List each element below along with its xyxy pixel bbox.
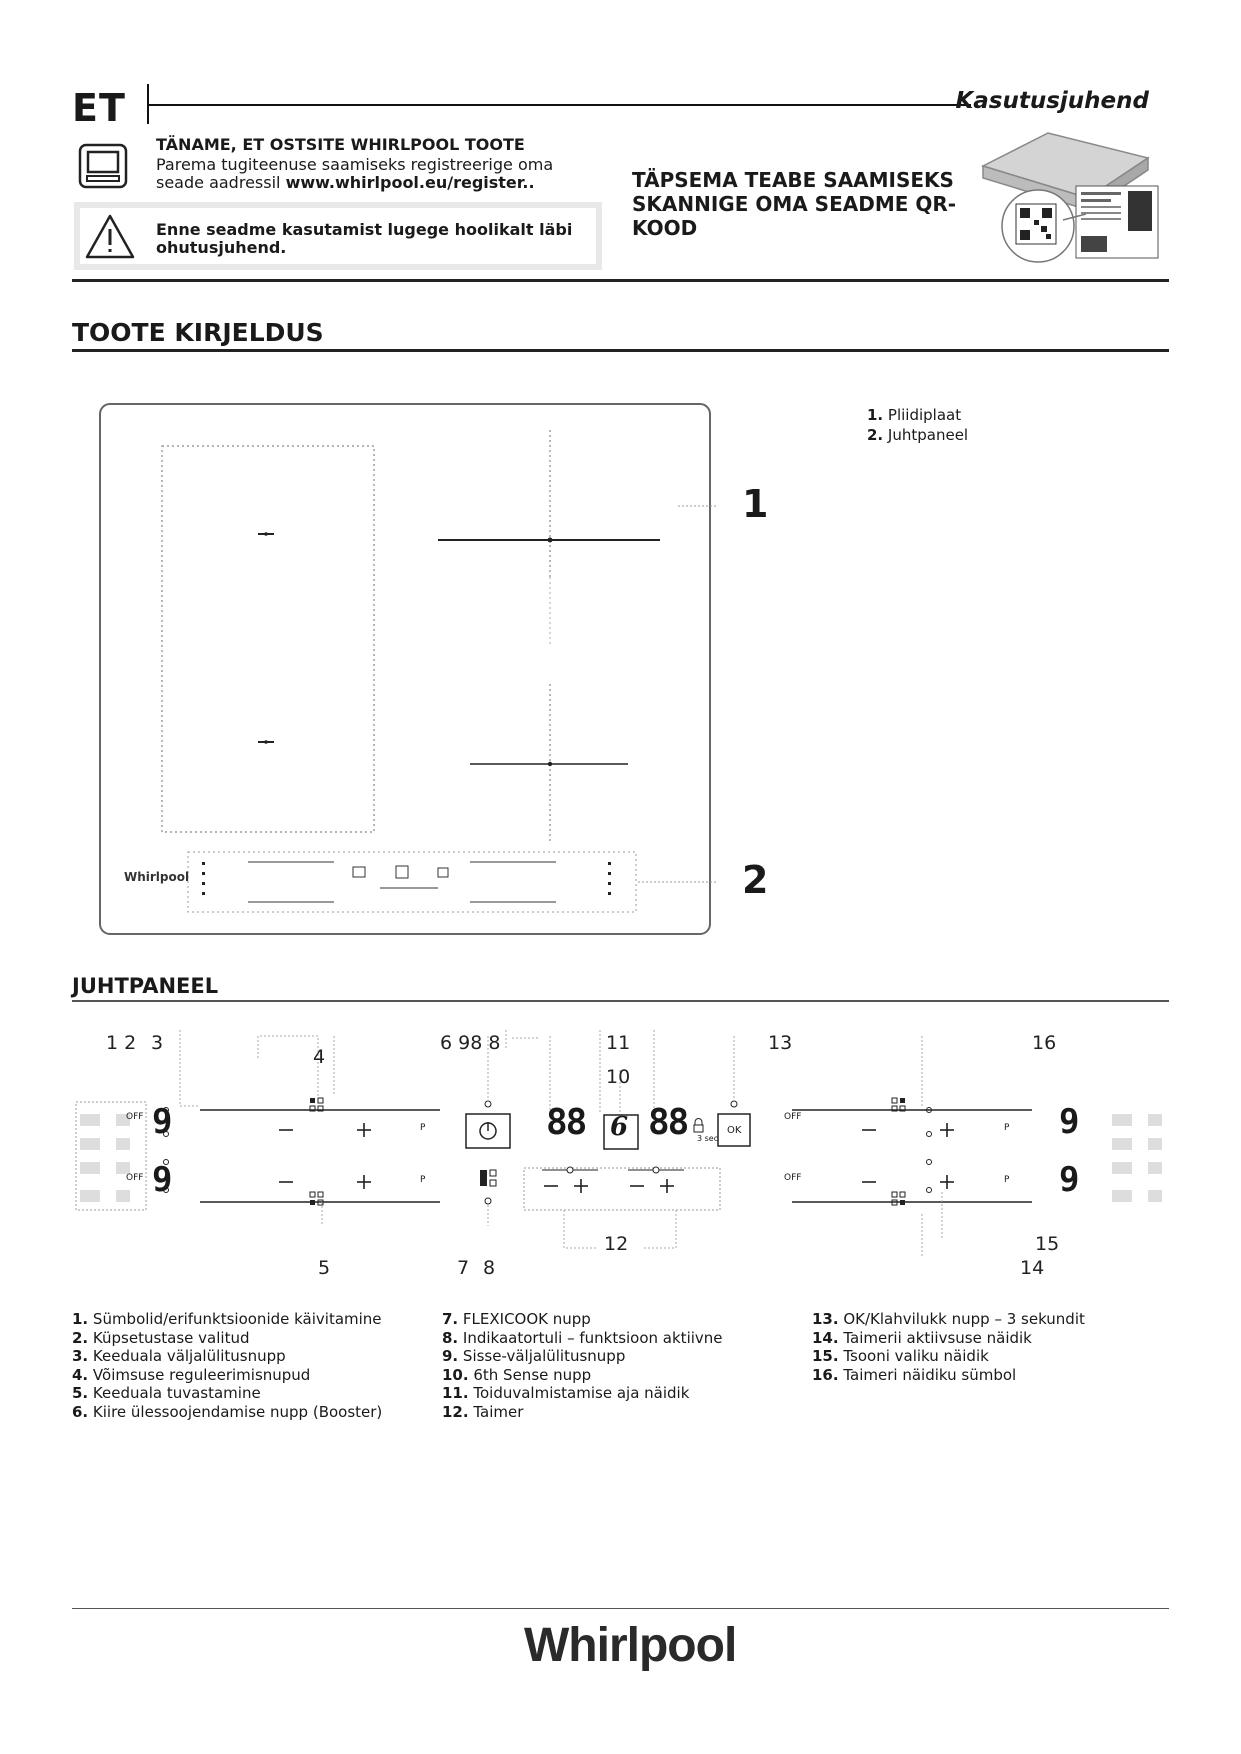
footer-rule xyxy=(72,1608,1169,1609)
document-type: Kasutusjuhend xyxy=(955,88,1149,114)
callout-5: 5 xyxy=(318,1257,331,1279)
sense-button-label: 6 xyxy=(610,1112,629,1142)
legend-item: 12. Taimer xyxy=(442,1402,524,1421)
callout-16: 16 xyxy=(1032,1032,1057,1054)
footer-brand-logo: Whirlpool xyxy=(524,1619,737,1672)
callout-12: 12 xyxy=(604,1233,629,1255)
callout-1-2: 1 2 xyxy=(106,1032,137,1054)
time-display: 88 xyxy=(546,1102,586,1143)
warning-text: Enne seadme kasutamist lugege hoolikalt läbi ohutusjuhend. xyxy=(156,220,573,257)
callout-14: 14 xyxy=(1020,1257,1045,1279)
legend-item: 7. FLEXICOOK nupp xyxy=(442,1310,591,1328)
legend-item: 13. OK/Klahvilukk nupp – 3 sekundit xyxy=(812,1310,1085,1328)
legend-item: 3. Keeduala väljalülitusnupp xyxy=(72,1347,286,1365)
product-legend xyxy=(867,405,968,445)
callout-10: 10 xyxy=(606,1066,631,1088)
legend-item: 15. Tsooni valiku näidik xyxy=(812,1347,989,1365)
legend-item: 11. Toiduvalmistamise aja näidik xyxy=(442,1384,690,1402)
legend-item: 10. 6th Sense nupp xyxy=(442,1365,592,1384)
language-code: ET xyxy=(72,86,126,130)
legend-column-1 xyxy=(72,1310,382,1421)
off-label: OFF xyxy=(784,1173,802,1183)
zone-display: 9 xyxy=(152,1160,173,1200)
off-label: OFF xyxy=(126,1173,144,1183)
legend-item: 8. Indikaatortuli – funktsioon aktiivne xyxy=(442,1328,723,1347)
zone-display: 9 xyxy=(152,1102,173,1142)
p-label: P xyxy=(420,1123,426,1133)
callout-13: 13 xyxy=(768,1032,793,1054)
thanks-title: TÄNAME, ET OSTSITE WHIRLPOOL TOOTE xyxy=(156,135,525,154)
section-rule xyxy=(72,1000,1169,1002)
hob-diagram xyxy=(98,402,718,942)
header-divider xyxy=(149,104,971,106)
warning-icon xyxy=(84,212,136,260)
off-label: OFF xyxy=(784,1112,802,1122)
header-bottom-rule xyxy=(72,279,1169,282)
thanks-text xyxy=(156,156,586,192)
legend-item: 5. Keeduala tuvastamine xyxy=(72,1384,261,1402)
time-display: 88 xyxy=(648,1102,688,1143)
p-label: P xyxy=(420,1175,426,1185)
legend-column-3 xyxy=(812,1310,1085,1384)
qr-label-illustration xyxy=(978,128,1168,264)
callout-1: 1 xyxy=(742,482,769,526)
callout-15: 15 xyxy=(1035,1233,1060,1255)
legend-item: 6. Kiire ülessoojendamise nupp (Booster) xyxy=(72,1402,383,1421)
legend-item: 2. Juhtpaneel xyxy=(867,426,969,444)
p-label: P xyxy=(1004,1175,1010,1185)
legend-item: 9. Sisse-väljalülitusnupp xyxy=(442,1347,626,1365)
legend-item: 4. Võimsuse reguleerimisnupud xyxy=(72,1365,311,1384)
legend-item: 1. Sümbolid/erifunktsioonide käivitamine xyxy=(72,1310,382,1328)
qr-instruction: TÄPSEMA TEABE SAAMISEKS SKANNIGE OMA SEADME QR-KOOD xyxy=(632,168,957,240)
register-link[interactable]: www.whirlpool.eu/register.. xyxy=(285,173,535,192)
hob-brand: Whirlpool xyxy=(124,870,190,884)
callout-2: 2 xyxy=(742,858,769,902)
zone-display: 9 xyxy=(1059,1102,1080,1142)
section-title-product: TOOTE KIRJELDUS xyxy=(72,318,324,347)
callout-8: 8 xyxy=(483,1257,496,1279)
computer-icon xyxy=(78,143,128,189)
legend-item: 1. Pliidiplaat xyxy=(867,406,962,424)
legend-column-2 xyxy=(442,1310,723,1421)
off-label: OFF xyxy=(126,1112,144,1122)
callout-3: 3 xyxy=(151,1032,164,1054)
callout-11: 11 xyxy=(606,1032,631,1054)
zone-display: 9 xyxy=(1059,1160,1080,1200)
legend-item: 14. Taimerii aktiivsuse näidik xyxy=(812,1328,1032,1347)
callout-4: 4 xyxy=(313,1046,326,1068)
section-title-control-panel: JUHTPANEEL xyxy=(72,974,219,998)
ok-label: OK xyxy=(727,1125,742,1136)
lock-time: 3 sec xyxy=(697,1134,719,1143)
section-rule xyxy=(72,349,1169,352)
callout-7: 7 xyxy=(457,1257,470,1279)
legend-item: 16. Taimeri näidiku sümbol xyxy=(812,1365,1017,1384)
thanks-body: Parema tugiteenuse saamiseks registreerige oma seade aadressil xyxy=(156,155,554,192)
p-label: P xyxy=(1004,1123,1010,1133)
legend-item: 2. Küpsetustase valitud xyxy=(72,1328,250,1347)
callout-6-9-8-8: 6 98 8 xyxy=(440,1032,501,1054)
